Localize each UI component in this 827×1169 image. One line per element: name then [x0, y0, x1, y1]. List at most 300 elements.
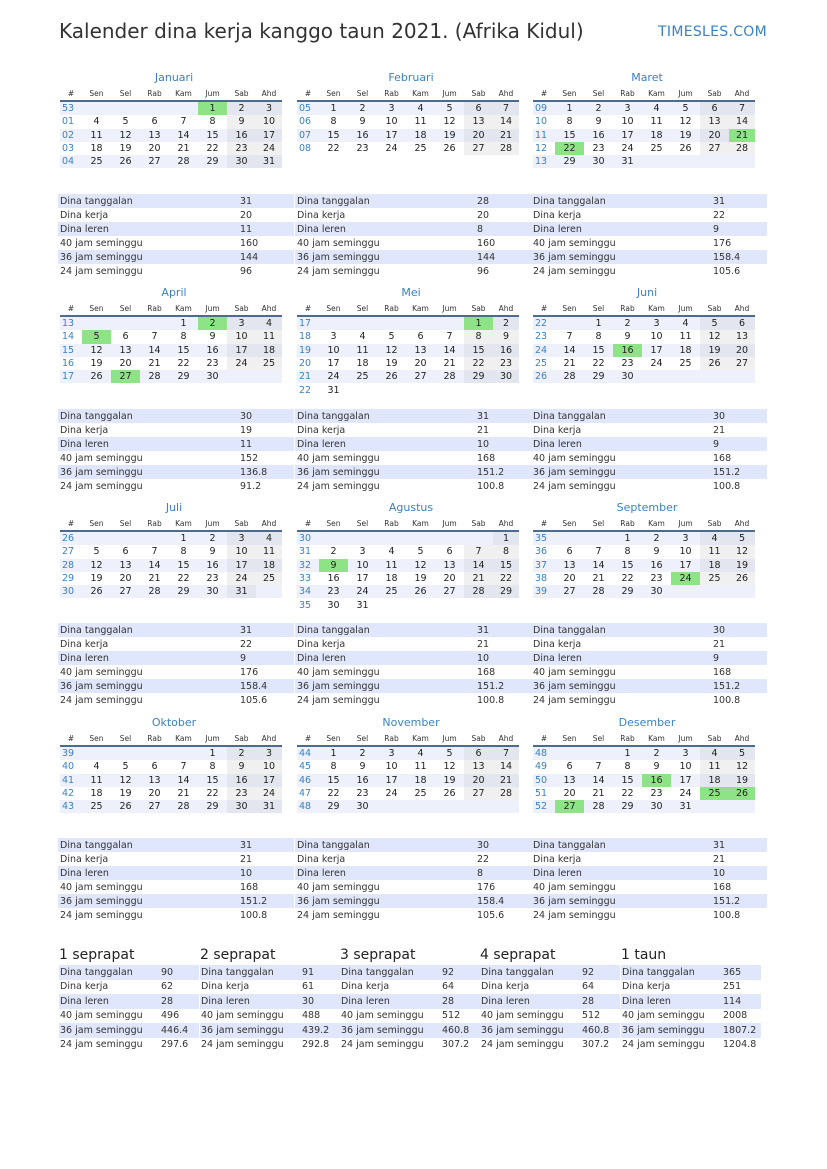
weekday-header: Kam [406, 516, 435, 531]
stat-row [295, 880, 531, 894]
weekday-header: Sel [584, 516, 613, 531]
day-cell: 29 [584, 370, 613, 383]
week-row [297, 585, 519, 598]
day-cell: 8 [209, 761, 216, 773]
stat-label: Dina tanggalan [295, 838, 475, 852]
holiday-day-cell: 1 [464, 316, 493, 330]
summary-value: 251 [723, 981, 742, 993]
week-row [533, 585, 755, 598]
day-cell [377, 316, 406, 330]
week-row [297, 129, 519, 142]
stat-row [58, 894, 294, 908]
day-cell: 28 [493, 142, 519, 155]
week-row [533, 572, 755, 585]
stat-value: 22 [713, 209, 726, 221]
month-calendar [533, 70, 761, 168]
stat-row [531, 451, 767, 465]
day-cell: 24 [256, 787, 282, 800]
week-number: 31 [299, 546, 312, 558]
day-cell: 8 [464, 330, 493, 343]
summary-label: Dina kerja [60, 981, 109, 993]
stat-row [295, 437, 531, 451]
day-cell: 17 [671, 774, 700, 787]
stat-label: 36 jam seminggu [531, 894, 711, 908]
stat-label: 24 jam seminggu [533, 694, 616, 706]
day-cell: 9 [227, 115, 256, 128]
stat-value: 160 [477, 237, 496, 249]
week-number: 30 [60, 585, 82, 598]
month-name: April [161, 286, 187, 299]
day-cell: 19 [414, 573, 427, 585]
stat-row [58, 208, 294, 222]
day-cell: 3 [377, 746, 406, 760]
day-cell: 12 [729, 545, 755, 558]
summary-value: 512 [442, 1010, 461, 1022]
day-cell: 2 [227, 746, 256, 760]
day-cell: 20 [729, 344, 755, 357]
week-row [533, 787, 755, 800]
weekday-header: Jum [198, 301, 227, 316]
day-cell: 15 [169, 344, 198, 357]
week-row [533, 531, 755, 545]
summary-table [621, 965, 761, 1052]
summary-value: 92 [442, 965, 480, 980]
day-cell: 13 [555, 774, 584, 787]
day-cell: 11 [414, 761, 427, 773]
day-cell: 8 [624, 546, 631, 558]
stat-label: Dina kerja [533, 424, 582, 436]
day-cell: 9 [227, 760, 256, 773]
day-cell: 25 [256, 572, 282, 585]
day-cell: 11 [650, 116, 663, 128]
day-cell: 15 [198, 129, 227, 142]
day-cell: 6 [464, 746, 493, 760]
summary-row [59, 1038, 199, 1053]
day-cell [555, 746, 584, 760]
summary-row [480, 1023, 620, 1038]
week-number: 10 [535, 116, 548, 128]
stat-row [58, 264, 294, 278]
day-cell: 3 [642, 316, 671, 330]
day-cell: 8 [595, 331, 602, 343]
month-stats-table [531, 838, 767, 922]
stat-value: 8 [475, 222, 531, 236]
summary-row [200, 965, 340, 980]
stat-row [58, 194, 294, 208]
summary-label: Dina kerja [622, 981, 671, 993]
stat-row [58, 866, 294, 880]
summary-row [340, 965, 480, 980]
day-cell: 9 [359, 761, 366, 773]
summary-value: 496 [161, 1010, 180, 1022]
stat-label: 36 jam seminggu [531, 679, 711, 693]
day-cell: 14 [169, 129, 198, 142]
day-cell: 4 [406, 746, 435, 760]
week-row [297, 559, 519, 572]
weekday-header: # [60, 731, 82, 746]
day-cell: 25 [414, 788, 427, 800]
summary-label: Dina tanggalan [621, 965, 723, 980]
month-grid [297, 516, 519, 612]
month-name: November [382, 716, 440, 729]
weekday-header: Sen [82, 86, 111, 101]
weekday-header: Sel [348, 301, 377, 316]
stat-value: 21 [477, 424, 490, 436]
holiday-day-cell: 25 [700, 787, 729, 800]
stat-label: Dina tanggalan [531, 409, 711, 423]
month-grid [60, 731, 282, 813]
summary-label: Dina leren [340, 994, 442, 1009]
summary-row [480, 1009, 620, 1024]
day-cell: 15 [464, 344, 493, 357]
day-cell: 11 [82, 129, 111, 142]
day-cell: 24 [650, 358, 663, 370]
weekday-header: Rab [377, 86, 406, 101]
stat-label: 40 jam seminggu [533, 237, 616, 249]
stat-label: Dina tanggalan [58, 623, 238, 637]
week-row [533, 559, 755, 572]
stat-row [295, 465, 531, 479]
stat-value: 100.8 [477, 694, 505, 706]
stat-value: 30 [711, 409, 767, 423]
stat-value: 105.6 [240, 694, 268, 706]
weekday-header: Sab [464, 301, 493, 316]
summary-value: 460.8 [582, 1023, 620, 1038]
stat-row [295, 451, 531, 465]
day-cell: 26 [82, 370, 111, 383]
day-cell: 3 [256, 101, 282, 115]
day-cell: 22 [621, 573, 634, 585]
day-cell: 22 [327, 788, 340, 800]
week-row [297, 344, 519, 357]
stat-value: 22 [240, 638, 253, 650]
day-cell: 16 [327, 573, 340, 585]
day-cell [82, 316, 111, 330]
day-cell: 3 [613, 101, 642, 115]
weekday-header: Kam [406, 731, 435, 746]
week-row [60, 155, 282, 168]
day-cell: 18 [406, 129, 435, 142]
week-row [533, 129, 755, 142]
day-cell: 17 [613, 129, 642, 142]
day-cell: 27 [406, 370, 435, 383]
day-cell: 10 [621, 116, 634, 128]
day-cell [111, 531, 140, 545]
day-cell: 23 [650, 573, 663, 585]
day-cell: 8 [180, 331, 187, 343]
day-cell: 8 [330, 116, 337, 128]
stat-row [58, 693, 294, 707]
day-cell: 16 [198, 559, 227, 572]
summary-row [621, 1038, 761, 1053]
summary-row [621, 994, 761, 1009]
week-number: 17 [60, 370, 82, 383]
stat-row [58, 451, 294, 465]
stat-label: Dina kerja [60, 424, 109, 436]
day-cell: 19 [435, 774, 464, 787]
day-cell: 5 [435, 101, 464, 115]
day-cell: 13 [729, 330, 755, 343]
day-cell: 9 [595, 116, 602, 128]
stat-value: 168 [713, 452, 732, 464]
summary-row [200, 1009, 340, 1024]
holiday-day-cell: 22 [555, 142, 584, 155]
brand-logo-text[interactable]: TIMESLES.COM [658, 24, 767, 40]
day-cell [319, 531, 348, 545]
day-cell: 31 [256, 800, 282, 813]
weekday-header: Rab [140, 301, 169, 316]
day-cell: 11 [414, 116, 427, 128]
weekday-header: Jum [671, 86, 700, 101]
weekday-header: Sel [584, 731, 613, 746]
day-cell: 25 [82, 800, 111, 813]
stat-label: Dina leren [295, 866, 475, 880]
day-cell [348, 316, 377, 330]
summary-row [340, 994, 480, 1009]
stat-row [531, 866, 767, 880]
weekday-header: Jum [435, 301, 464, 316]
day-cell [256, 370, 282, 383]
weekday-header: Jum [671, 516, 700, 531]
week-number: 45 [299, 761, 312, 773]
day-cell [111, 316, 140, 330]
stat-value: 10 [711, 866, 767, 880]
summary-value: 61 [302, 981, 315, 993]
day-cell: 10 [650, 331, 663, 343]
summary-table [480, 965, 620, 1052]
weekday-header: # [533, 516, 555, 531]
summary-row [59, 965, 199, 980]
day-cell: 5 [93, 546, 100, 558]
day-cell [700, 585, 729, 598]
day-cell: 12 [406, 559, 435, 572]
week-number: 37 [533, 559, 555, 572]
month-grid [60, 516, 282, 598]
day-cell [348, 531, 377, 545]
summary-value: 114 [723, 994, 761, 1009]
day-cell: 18 [406, 774, 435, 787]
day-cell: 14 [493, 760, 519, 773]
summary-row [340, 1009, 480, 1024]
day-cell: 25 [700, 572, 729, 585]
week-number: 17 [297, 316, 319, 330]
summary-label: 24 jam seminggu [60, 1039, 143, 1051]
day-cell [493, 383, 519, 396]
day-cell: 24 [621, 143, 634, 155]
day-cell: 22 [621, 788, 634, 800]
summary-value: 307.2 [582, 1039, 610, 1051]
week-row [297, 760, 519, 773]
stat-value: 21 [477, 638, 490, 650]
day-cell: 16 [642, 559, 671, 572]
stat-value: 31 [238, 194, 294, 208]
day-cell: 21 [493, 129, 519, 142]
stat-row [295, 665, 531, 679]
summary-label: Dina leren [480, 994, 582, 1009]
week-row [533, 370, 755, 383]
summary-label: Dina tanggalan [480, 965, 582, 980]
stat-label: Dina kerja [297, 424, 346, 436]
stat-row [531, 637, 767, 651]
stat-row [295, 637, 531, 651]
day-cell: 15 [319, 774, 348, 787]
month-calendar [297, 715, 525, 813]
day-cell [464, 598, 493, 611]
day-cell [140, 746, 169, 760]
stat-label: 40 jam seminggu [60, 881, 143, 893]
stat-row [58, 409, 294, 423]
day-cell [348, 383, 377, 396]
stat-value: 105.6 [713, 265, 741, 277]
day-cell: 22 [177, 358, 190, 370]
day-cell [435, 383, 464, 396]
summary-table [59, 965, 199, 1052]
day-cell: 2 [227, 101, 256, 115]
week-number: 25 [535, 358, 548, 370]
day-cell [406, 316, 435, 330]
month-name: Januari [154, 71, 194, 84]
weekday-header: Sel [348, 516, 377, 531]
stat-value: 168 [713, 666, 732, 678]
stat-value: 9 [711, 222, 767, 236]
day-cell: 2 [348, 101, 377, 115]
holiday-day-cell: 27 [111, 370, 140, 383]
day-cell: 23 [206, 358, 219, 370]
weekday-header: Ahd [729, 301, 755, 316]
stat-label: 36 jam seminggu [58, 250, 238, 264]
stat-label: 40 jam seminggu [533, 666, 616, 678]
day-cell [464, 800, 493, 813]
weekday-header: Rab [377, 301, 406, 316]
day-cell: 7 [595, 546, 602, 558]
stat-row [295, 236, 531, 250]
stat-label: Dina leren [58, 866, 238, 880]
month-stats-table [531, 194, 767, 278]
weekday-header: Ahd [256, 301, 282, 316]
summary-value: 488 [302, 1010, 321, 1022]
stat-label: 40 jam seminggu [297, 452, 380, 464]
stat-value: 8 [475, 866, 531, 880]
day-cell: 16 [584, 129, 613, 142]
day-cell: 31 [327, 384, 340, 396]
day-cell: 23 [206, 573, 219, 585]
month-stats-table [58, 838, 294, 922]
weekday-header: Ahd [256, 731, 282, 746]
weekday-header: Sen [319, 301, 348, 316]
stat-value: 168 [240, 881, 259, 893]
day-cell [671, 370, 700, 383]
stat-value: 91.2 [240, 480, 262, 492]
summary-label: 36 jam seminggu [59, 1023, 161, 1038]
day-cell: 15 [493, 559, 519, 572]
week-row [297, 316, 519, 330]
summary-value: 28 [442, 994, 480, 1009]
stat-row [531, 908, 767, 922]
day-cell: 10 [319, 344, 348, 357]
day-cell: 19 [700, 344, 729, 357]
month-stats-table [531, 409, 767, 493]
stat-row [295, 651, 531, 665]
week-row [60, 142, 282, 155]
week-number: 04 [60, 155, 82, 168]
weekday-header: Kam [406, 301, 435, 316]
stat-value: 100.8 [240, 909, 268, 921]
day-cell: 9 [359, 116, 366, 128]
week-number: 20 [299, 358, 312, 370]
summary-label: Dina tanggalan [59, 965, 161, 980]
day-cell [555, 316, 584, 330]
day-cell: 31 [356, 599, 369, 611]
day-cell: 29 [555, 155, 584, 168]
stat-value: 100.8 [713, 694, 741, 706]
month-stats-table [295, 623, 531, 707]
month-name: Juli [165, 501, 183, 514]
day-cell: 8 [209, 116, 216, 128]
summary-row [59, 980, 199, 995]
day-cell: 12 [443, 116, 456, 128]
stat-row [531, 194, 767, 208]
stat-label: Dina kerja [60, 853, 109, 865]
stat-row [58, 679, 294, 693]
day-cell [377, 800, 406, 813]
day-cell: 8 [624, 761, 631, 773]
week-row [297, 531, 519, 545]
summary-row [621, 1023, 761, 1038]
weekday-header: Sel [111, 731, 140, 746]
day-cell: 20 [443, 573, 456, 585]
summary-label: 40 jam seminggu [341, 1010, 424, 1022]
day-cell: 8 [180, 546, 187, 558]
day-cell: 29 [613, 585, 642, 598]
day-cell: 1 [613, 746, 642, 760]
weekday-header: Sab [227, 731, 256, 746]
day-cell [584, 746, 613, 760]
day-cell: 3 [671, 531, 700, 545]
day-cell: 30 [327, 599, 340, 611]
day-cell: 25 [377, 585, 406, 598]
weekday-header: Jum [435, 731, 464, 746]
month-name: Desember [618, 716, 676, 729]
day-cell: 26 [377, 370, 406, 383]
day-cell [435, 531, 464, 545]
weekday-header: Sel [348, 731, 377, 746]
day-cell: 17 [377, 129, 406, 142]
stat-label: 40 jam seminggu [60, 452, 143, 464]
day-cell: 3 [256, 746, 282, 760]
day-cell: 21 [177, 143, 190, 155]
weekday-header: Sel [584, 86, 613, 101]
stat-row [531, 409, 767, 423]
stat-row [531, 651, 767, 665]
summary-label: 24 jam seminggu [341, 1039, 424, 1051]
weekday-header: Ahd [493, 86, 519, 101]
week-number: 53 [60, 101, 82, 115]
month-grid [533, 731, 755, 813]
month-calendar [533, 715, 761, 813]
summary-label: 24 jam seminggu [201, 1039, 284, 1051]
month-calendar [60, 715, 288, 813]
weekday-header: Kam [642, 86, 671, 101]
day-cell: 6 [122, 546, 129, 558]
stat-value: 158.4 [475, 894, 531, 908]
stat-label: 24 jam seminggu [60, 265, 143, 277]
day-cell [140, 101, 169, 115]
day-cell: 30 [227, 155, 256, 168]
summary-block [59, 945, 199, 1052]
day-cell: 19 [119, 143, 132, 155]
weekday-header: Jum [198, 516, 227, 531]
day-cell: 6 [446, 546, 453, 558]
